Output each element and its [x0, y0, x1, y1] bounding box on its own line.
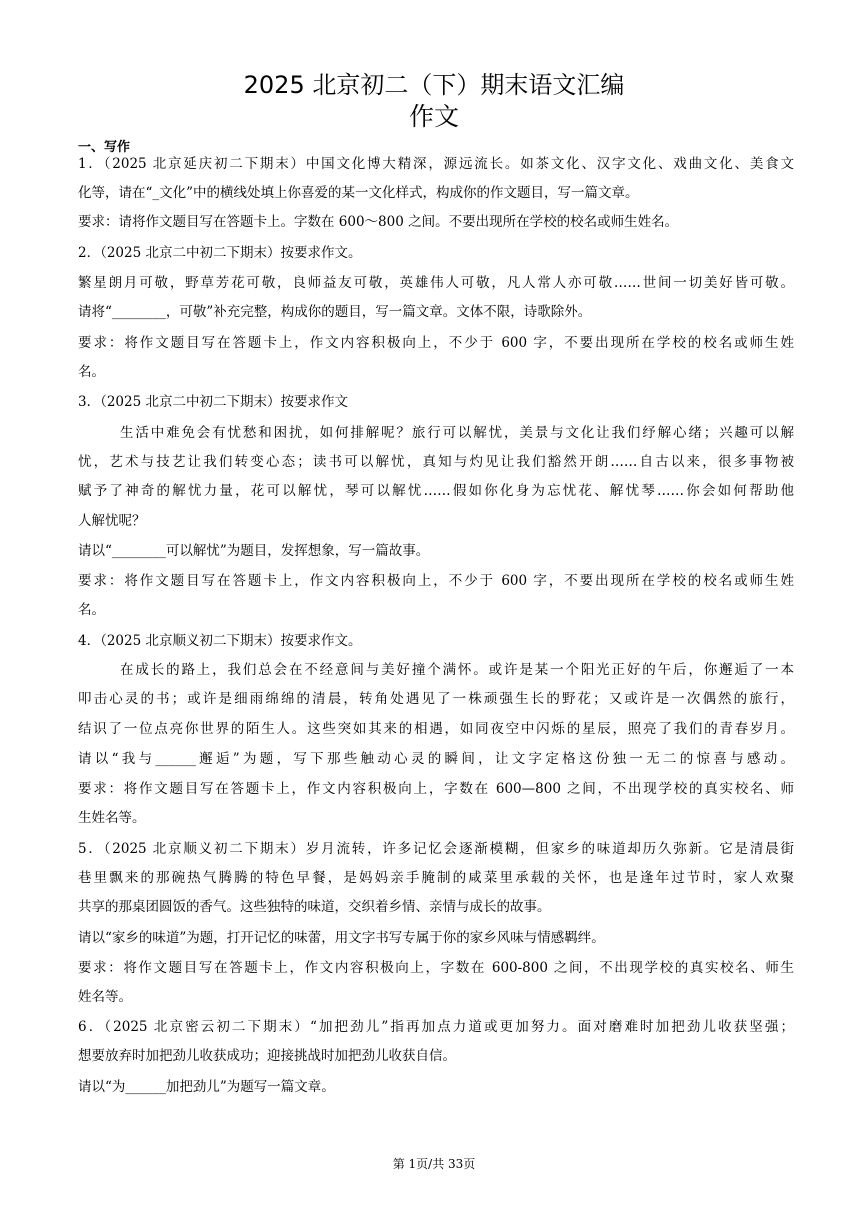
text-line: 要求：将作文题目写在答题卡上，作文内容积极向上，不少于 600 字，不要出现所在学校的校名或师生姓 — [78, 335, 794, 351]
text-line: 巷里飘来的那碗热气腾腾的特色早餐，是妈妈亲手腌制的咸菜里承载的关怀，也是逢年过节时，家人欢聚 — [78, 870, 794, 886]
question-heading: 5．（2025 北京顺义初二下期末）岁月流转，许多记忆会逐渐模糊，但家乡的味道却历久弥新。它是清晨街 — [78, 841, 794, 857]
text-line: 请将“________，可敬”补充完整，构成你的题目，写一篇文章。文体不限，诗歌除外。 — [78, 304, 592, 320]
text-line: 叩击心灵的书；或许是细雨绵绵的清晨，转角处遇见了一株顽强生长的野花；又或许是一次偶然的旅行， — [78, 691, 794, 707]
question-heading: 4．（2025 北京顺义初二下期末）按要求作文。 — [78, 633, 362, 649]
text-line: 要求：将作文题目写在答题卡上，作文内容积极向上，字数在 600—800 之间，不出现学校的真实校名、师 — [78, 781, 794, 797]
text-line: 赋予了神奇的解忧力量，花可以解忧，琴可以解忧……假如你化身为忘忧花、解忧琴……你会如何帮助他 — [78, 483, 794, 499]
text-line: 要求：将作文题目写在答题卡上，作文内容积极向上，不少于 600 字，不要出现所在学校的校名或师生姓 — [78, 573, 794, 589]
text-line: 在成长的路上，我们总会在不经意间与美好撞个满怀。或许是某一个阳光正好的午后，你邂逅了一本 — [120, 662, 794, 678]
text-line: 生活中难免会有忧愁和困扰，如何排解呢？旅行可以解忧，美景与文化让我们纾解心绪；兴趣可以解 — [120, 425, 794, 441]
text-line: 想要放弃时加把劲儿收获成功；迎接挑战时加把劲儿收获自信。 — [78, 1048, 456, 1064]
text-line: 请以“我与______邂逅”为题，写下那些触动心灵的瞬间，让文字定格这份独一无二的惊喜与感动。 — [78, 751, 794, 767]
text-line: 名。 — [78, 602, 105, 618]
section-heading: 一、写作 — [78, 140, 131, 155]
text-line: 化等，请在“_文化”中的横线处填上你喜爱的某一文化样式，构成你的作文题目，写一篇文章。 — [78, 185, 639, 201]
text-line: 请以“为______加把劲儿”为题写一篇文章。 — [78, 1079, 335, 1095]
text-line: 1．（2025 北京延庆初二下期末）中国文化博大精深，源远流长。如茶文化、汉字文化、戏曲文化、美食文 — [78, 156, 794, 172]
text-line: 人解忧呢？ — [78, 513, 146, 529]
text-line: 忧，艺术与技艺让我们转变心态；读书可以解忧，真知与灼见让我们豁然开朗……自古以来，很多事物被 — [78, 454, 794, 470]
question-heading: 6．（2025 北京密云初二下期末）“加把劲儿”指再加点力道或更加努力。面对磨难时加把劲儿收获坚强； — [78, 1019, 794, 1035]
text-line: 请以“家乡的味道”为题，打开记忆的味蕾，用文字书写专属于你的家乡风味与情感羁绊。 — [78, 930, 605, 946]
page-number: 第 1页/共 33页 — [392, 1157, 476, 1171]
text-line: 请以“________可以解忧”为题目，发挥想象，写一篇故事。 — [78, 543, 430, 559]
question-heading: 3．（2025 北京二中初二下期末）按要求作文 — [78, 394, 348, 410]
text-line: 共享的那桌团圆饭的香气。这些独特的味道，交织着乡情、亲情与成长的故事。 — [78, 899, 551, 915]
question-heading: 2．（2025 北京二中初二下期末）按要求作文。 — [78, 245, 362, 261]
text-line: 结识了一位点亮你世界的陌生人。这些突如其来的相遇，如同夜空中闪烁的星辰，照亮了我们的青春岁月。 — [78, 721, 794, 737]
text-line: 名。 — [78, 364, 105, 380]
document-subtitle: 作文 — [408, 102, 459, 131]
text-line: 要求：请将作文题目写在答题卡上。字数在 600～800 之间。不要出现所在学校的校名或师生姓名。 — [78, 214, 679, 230]
text-line: 生姓名等。 — [78, 810, 146, 826]
text-line: 姓名等。 — [78, 989, 132, 1005]
text-line: 繁星朗月可敬，野草芳花可敬，良师益友可敬，英雄伟人可敬，凡人常人亦可敬……世间一切美好皆可敬。 — [78, 275, 794, 291]
text-line: 要求：将作文题目写在答题卡上，作文内容积极向上，字数在 600-800 之间，不出现学校的真实校名、师生 — [78, 960, 794, 976]
document-title: 2025 北京初二（下）期末语文汇编 — [243, 71, 625, 99]
